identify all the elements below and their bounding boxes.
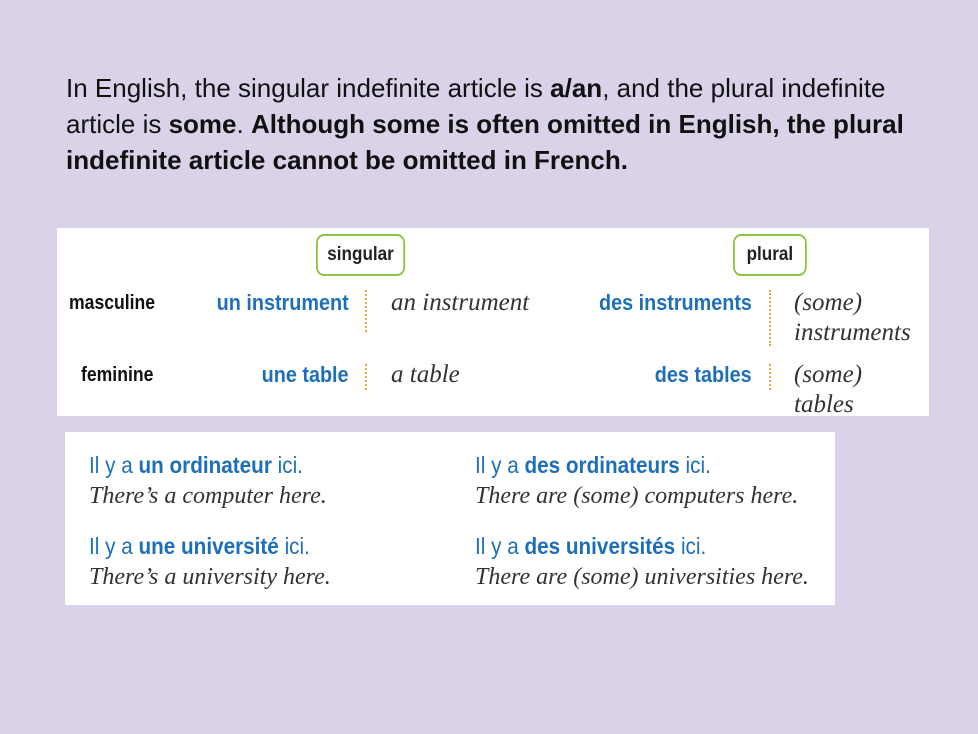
intro-paragraph [66,70,926,178]
plural-fr-masculine: des instruments [599,290,752,315]
gender-label-masculine: masculine [69,292,156,314]
example-fr: Il y a des ordinateurs ici. [475,452,711,478]
singular-header: singular [316,234,405,276]
dotted-divider [365,364,367,390]
plural-en-masculine-1: (some) [794,289,863,316]
example-sentences [65,432,835,605]
plural-en-feminine-1: (some) [794,361,863,388]
article-table [57,228,929,416]
example-en: There’s a computer here. [89,483,327,509]
intro-bold-some: some [168,109,237,139]
plural-fr-feminine: des tables [655,362,752,387]
example-en: There are (some) universities here. [475,564,809,590]
plural-en-feminine-2: tables [794,391,854,418]
dotted-divider [769,290,771,346]
intro-bold-a-an: a/an [550,73,603,103]
example-en: There are (some) computers here. [475,483,799,509]
plural-header: plural [733,234,807,276]
intro-text-2: , and the plural indefinite article is [66,73,886,139]
gender-label-feminine: feminine [81,364,154,386]
intro-bold-rule: Although some is often omitted in English, the plural indefinite article cannot be omitted in French. [66,109,904,175]
dotted-divider [365,290,367,332]
example-fr: Il y a un ordinateur ici. [89,452,303,478]
singular-en-masculine: an instrument [391,289,530,316]
dotted-divider [769,364,771,390]
plural-en-masculine-2: instruments [794,319,911,346]
example-en: There’s a university here. [89,564,331,590]
example-fr: Il y a une université ici. [89,533,310,559]
intro-text-1: In English, the singular indefinite article is [66,73,551,103]
example-fr: Il y a des universités ici. [475,533,707,559]
singular-fr-feminine: une table [262,362,349,387]
intro-text-3: . [236,109,251,139]
singular-en-feminine: a table [391,361,460,388]
singular-fr-masculine: un instrument [216,290,349,315]
